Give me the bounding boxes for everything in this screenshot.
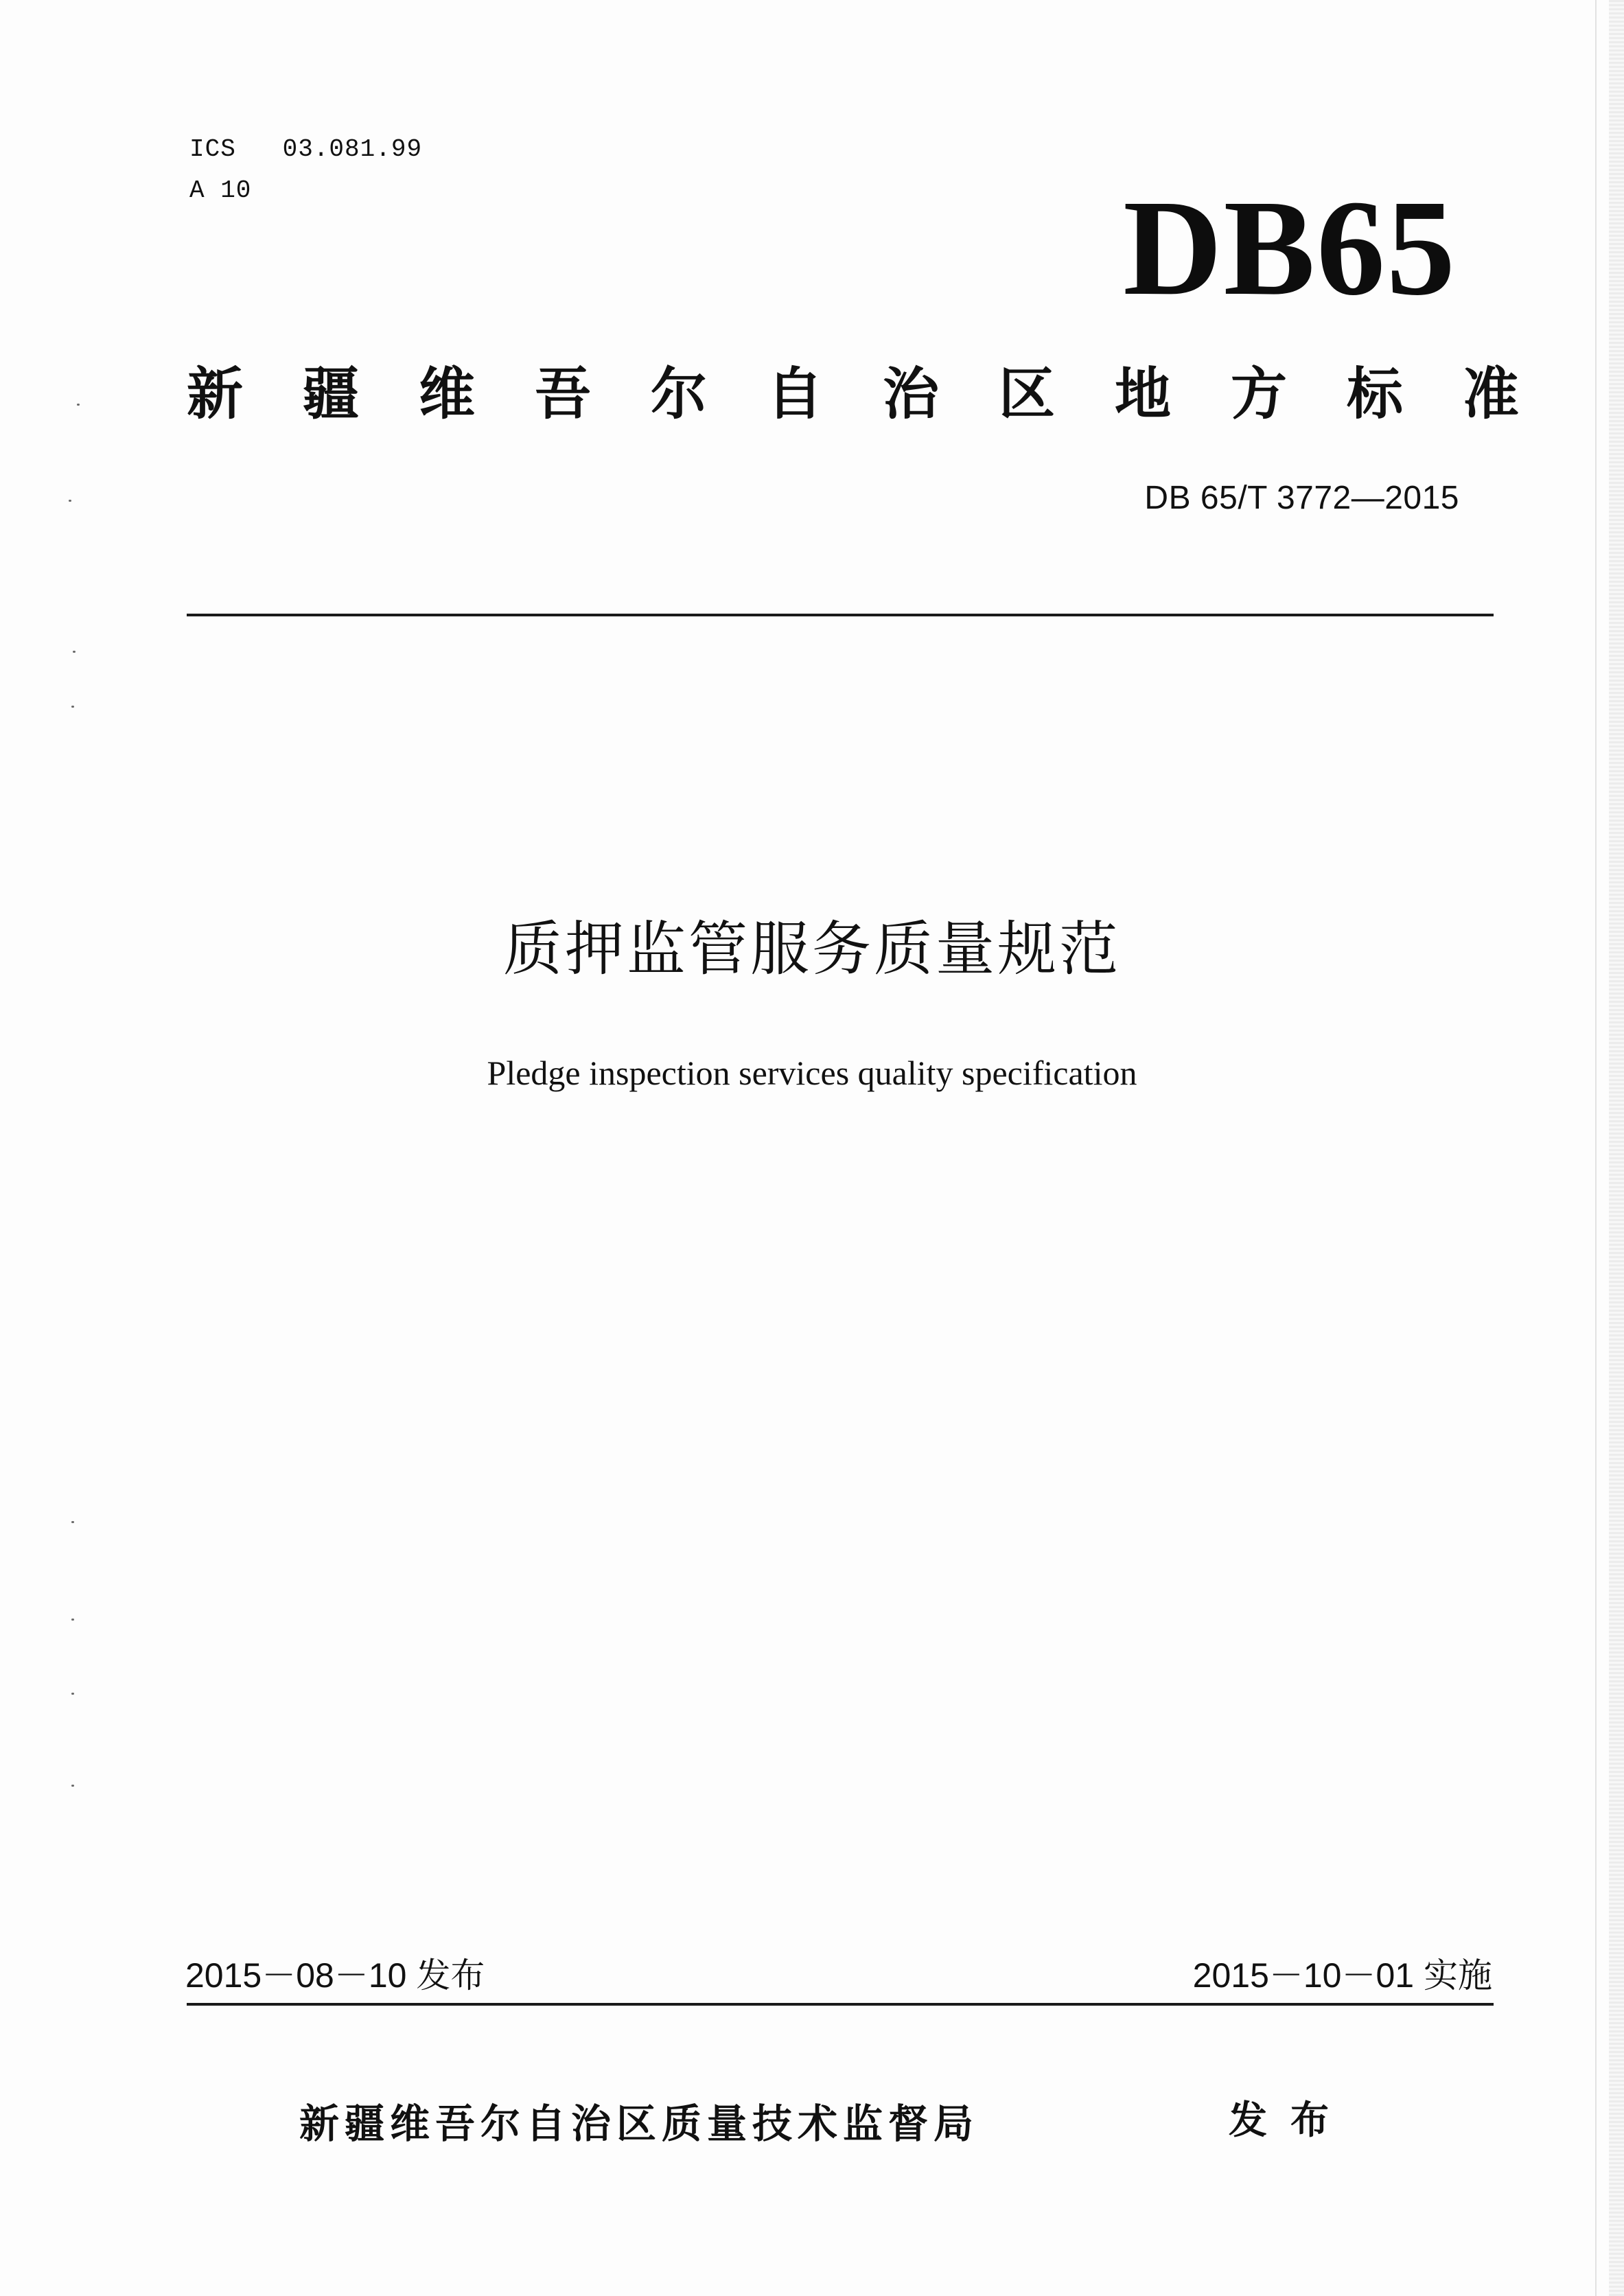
publisher-name: 新疆维吾尔自治区质量技术监督局 <box>299 2100 979 2147</box>
standard-number: DB 65/T 3772—2015 <box>1144 480 1459 516</box>
issue-date: 2015－08－10 发布 <box>185 1956 485 1995</box>
document-title-en: Pledge inspection services quality specification <box>487 1054 1137 1092</box>
classification-block <box>189 129 422 211</box>
scan-speck <box>73 651 76 653</box>
scan-speck <box>69 500 71 502</box>
header-divider <box>187 614 1494 616</box>
publish-label: 发布 <box>1229 2098 1352 2143</box>
document-title-cn: 质押监管服务质量规范 <box>503 915 1121 984</box>
standard-code-mark: DB65 <box>1123 172 1457 324</box>
standard-type-title: 新疆维吾尔自治区地方标准 <box>187 362 1579 427</box>
effective-date: 2015－10－01 实施 <box>1192 1956 1492 1995</box>
scan-speck <box>71 1693 74 1695</box>
scan-speck <box>71 1785 74 1787</box>
scan-speck <box>77 404 80 406</box>
scan-speck <box>71 1521 74 1523</box>
footer-divider <box>187 2003 1494 2006</box>
scan-speck <box>71 706 74 708</box>
scan-edge-artifact <box>1609 0 1624 2296</box>
ccs-code: A 10 <box>189 176 252 205</box>
ics-code: ICS 03.081.99 <box>189 135 423 163</box>
scan-edge-line <box>1595 0 1597 2296</box>
scan-speck <box>71 1619 74 1621</box>
